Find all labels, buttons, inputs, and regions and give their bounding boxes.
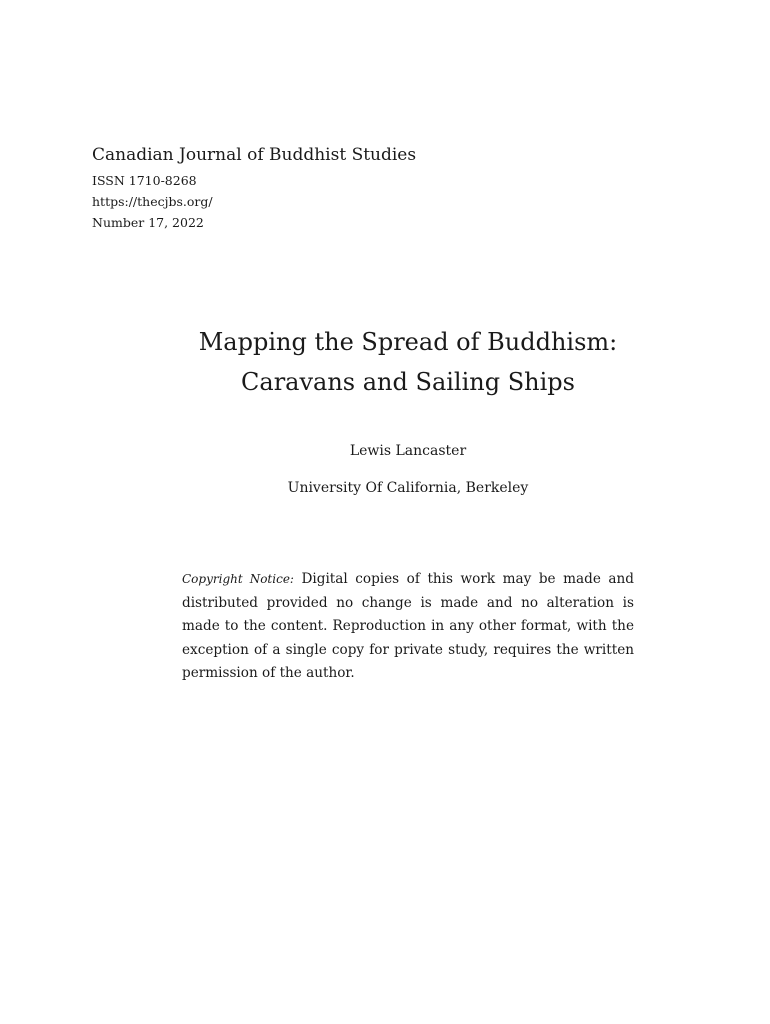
article-title-line-2: Caravans and Sailing Ships (241, 368, 575, 396)
article-title-line-1: Mapping the Spread of Buddhism: (198, 328, 618, 356)
copyright-label: Copyright Notice: (182, 572, 294, 586)
journal-issn: ISSN 1710-8268 (92, 173, 197, 188)
copyright-notice (182, 568, 634, 686)
journal-url: https://thecjbs.org/ (92, 194, 213, 209)
article-title (0, 322, 770, 402)
journal-name: Canadian Journal of Buddhist Studies (92, 145, 417, 165)
author-affiliation: University Of California, Berkeley (287, 480, 529, 496)
journal-header (92, 144, 492, 233)
article-author: Lewis Lancaster (349, 443, 467, 459)
copyright-text: Digital copies of this work may be made and distributed provided no change is made and no alteration is made to the content. Reproduction in any other format, with the exception of a single copy for private study, requires the written permission of the author. (182, 571, 634, 681)
journal-number: Number 17, 2022 (92, 215, 204, 230)
